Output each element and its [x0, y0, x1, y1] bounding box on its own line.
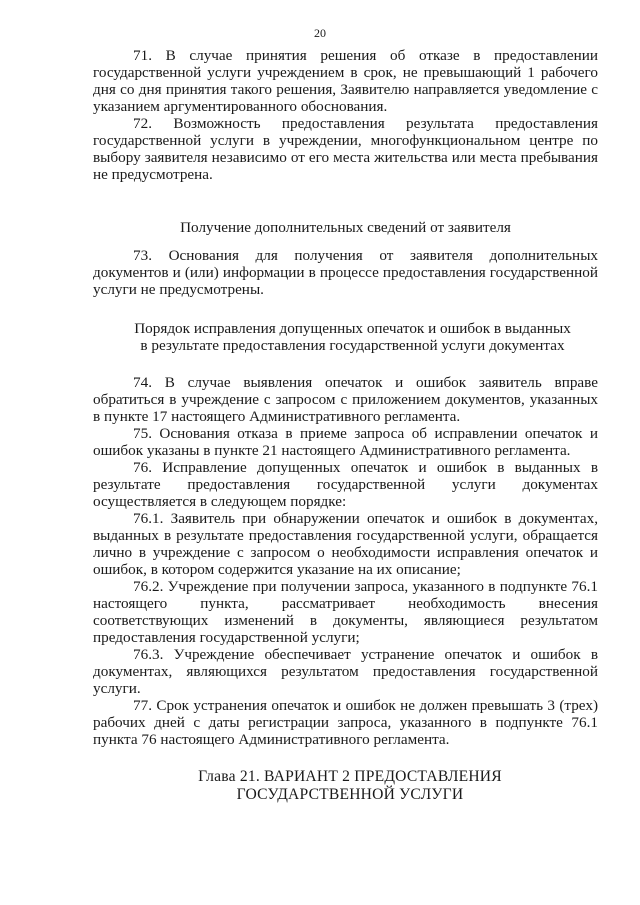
paragraph-76-1: 76.1. Заявитель при обнаружении опечаток и ошибок в документах, выданных в результате предоставления государственной услуги, обращается лично в учреждение с запросом о необходимости исправления опечаток и ошибок, в котором содержится указание на их описание; — [93, 510, 598, 578]
chapter-title-line-1: Глава 21. ВАРИАНТ 2 ПРЕДОСТАВЛЕНИЯ — [198, 768, 502, 785]
paragraph-74: 74. В случае выявления опечаток и ошибок заявитель вправе обратиться в учреждение с запросом с приложением документов, указанных в пункте 17 настоящего Административного регламента. — [93, 374, 598, 425]
text-block-3 — [93, 374, 598, 748]
paragraph-73: 73. Основания для получения от заявителя дополнительных документов и (или) информации в процессе предоставления государственной услуги не предусмотрены. — [93, 247, 598, 298]
section-heading-corrections: Порядок исправления допущенных опечаток и ошибок в выданных в результате предоставления государственной услуги документах — [134, 320, 571, 354]
page-number: 20 — [314, 26, 326, 40]
text-block-2 — [93, 247, 598, 298]
paragraph-75: 75. Основания отказа в приеме запроса об исправлении опечаток и ошибок указаны в пункте 21 настоящего Административного регламента. — [93, 425, 598, 459]
paragraph-77: 77. Срок устранения опечаток и ошибок не должен превышать 3 (трех) рабочих дней с даты регистрации запроса, указанного в подпункте 76.1 пункта 76 настоящего Административного регламента. — [93, 697, 598, 748]
text-block-1 — [93, 47, 598, 183]
chapter-title-line-2: ГОСУДАРСТВЕННОЙ УСЛУГИ — [236, 786, 464, 803]
section-heading-additional-info: Получение дополнительных сведений от заявителя — [180, 219, 511, 236]
paragraph-76-3: 76.3. Учреждение обеспечивает устранение опечаток и ошибок в документах, являющихся результатом предоставления государственной услуги. — [93, 646, 598, 697]
paragraph-76: 76. Исправление допущенных опечаток и ошибок в выданных в результате предоставления государственной услуги документах осуществляется в следующем порядке: — [93, 459, 598, 510]
paragraph-76-2: 76.2. Учреждение при получении запроса, указанного в подпункте 76.1 настоящего пункта, рассматривает необходимость внесения соответствующих изменений в документы, являющиеся результатом предоставления государственной услуги; — [93, 578, 598, 646]
paragraph-71: 71. В случае принятия решения об отказе в предоставлении государственной услуги учреждением в срок, не превышающий 1 рабочего дня со дня принятия такого решения, Заявителю направляется уведомление с указанием аргументированного обоснования. — [93, 47, 598, 115]
paragraph-72: 72. Возможность предоставления результата предоставления государственной услуги в учреждении, многофункциональном центре по выбору заявителя независимо от его места жительства или места пребывания не предусмотрена. — [93, 115, 598, 183]
